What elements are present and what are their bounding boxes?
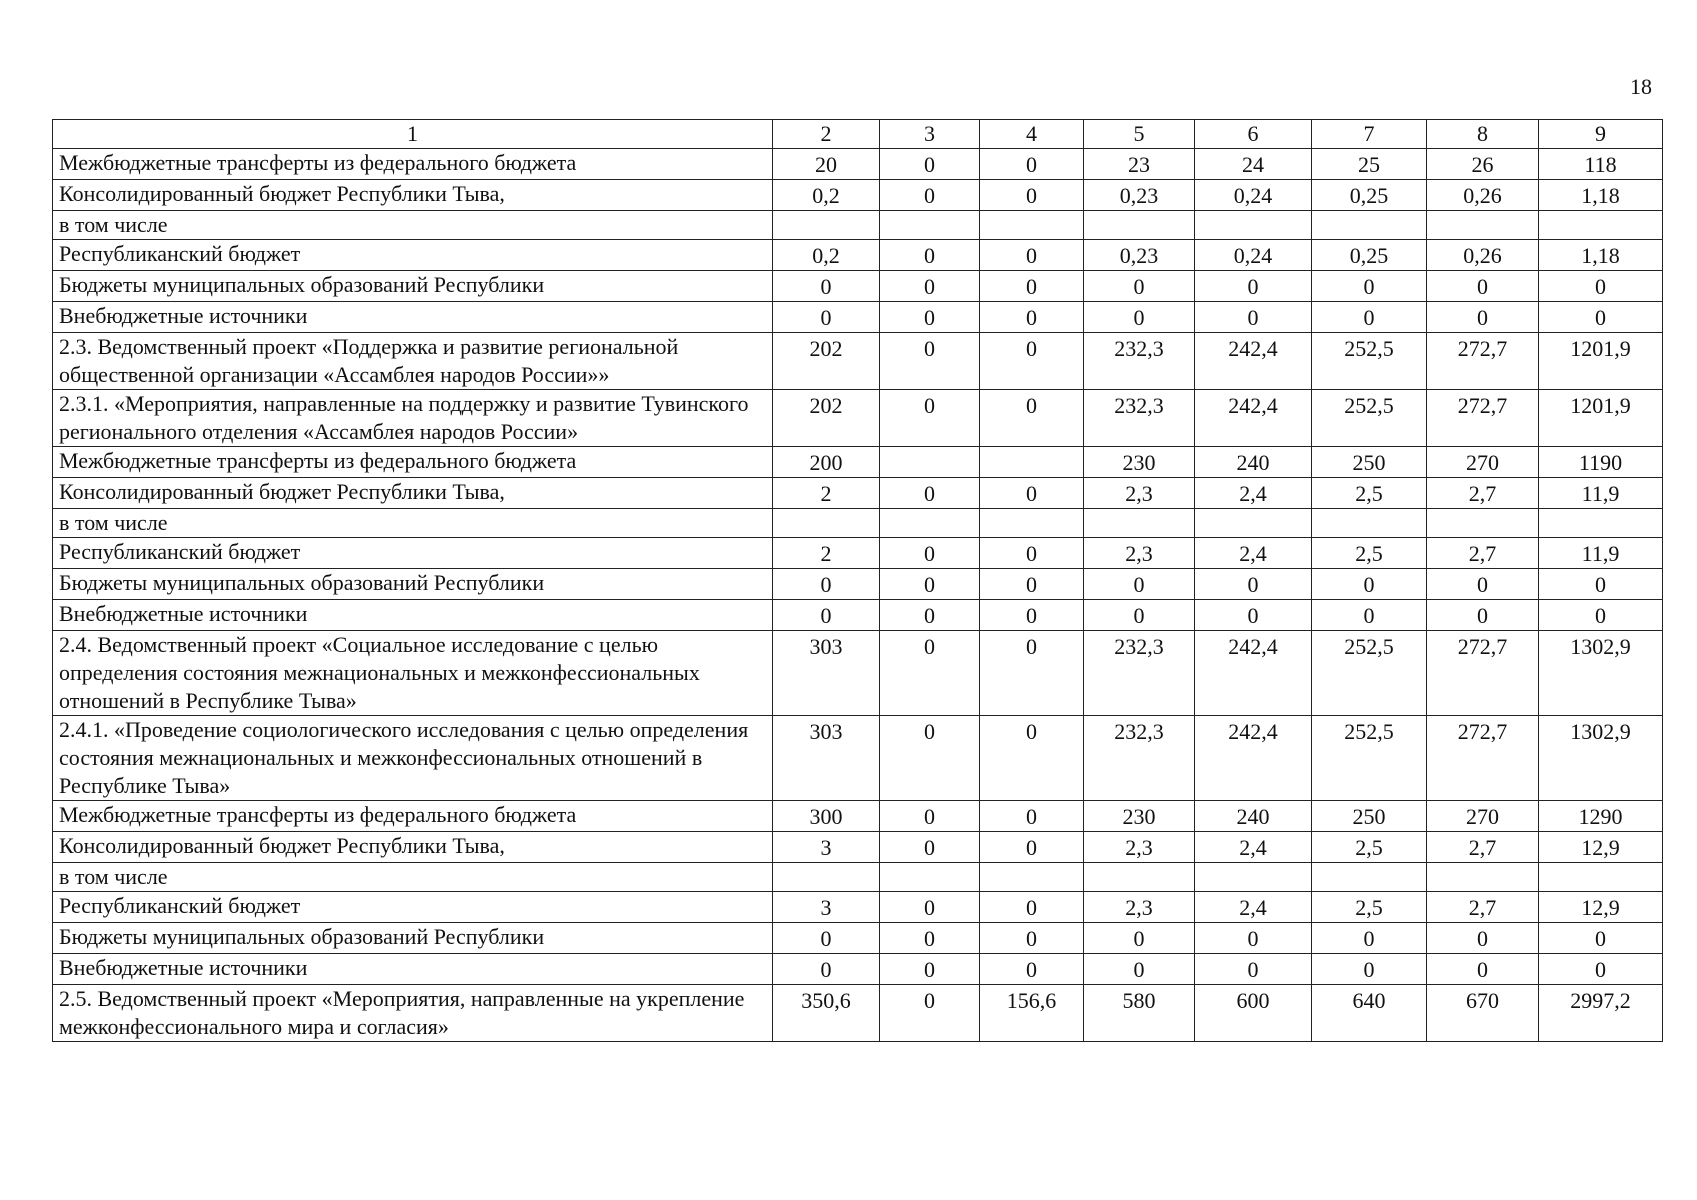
column-header: 3: [880, 120, 980, 149]
value-cell: 12,9: [1539, 892, 1663, 923]
value-cell: 0: [880, 538, 980, 569]
value-cell: 2,3: [1084, 892, 1195, 923]
value-cell: 2: [773, 478, 880, 509]
value-cell: 2: [773, 538, 880, 569]
value-cell: 24: [1195, 149, 1312, 180]
value-cell: [880, 863, 980, 892]
value-cell: 0: [980, 832, 1084, 863]
value-cell: 250: [1312, 801, 1427, 832]
value-cell: 1201,9: [1539, 333, 1663, 390]
value-cell: 272,7: [1427, 631, 1539, 716]
value-cell: 0: [880, 180, 980, 211]
value-cell: 0: [880, 954, 980, 985]
value-cell: 230: [1084, 447, 1195, 478]
table-row: [53, 600, 1663, 631]
table-row: [53, 954, 1663, 985]
value-cell: 0: [880, 892, 980, 923]
value-cell: 0: [1539, 954, 1663, 985]
value-cell: 0,23: [1084, 180, 1195, 211]
value-cell: 0,24: [1195, 240, 1312, 271]
value-cell: [1427, 211, 1539, 240]
value-cell: 0: [980, 390, 1084, 447]
value-cell: 270: [1427, 801, 1539, 832]
value-cell: 0: [880, 832, 980, 863]
value-cell: 0: [1084, 302, 1195, 333]
row-label-cell: в том числе: [53, 211, 773, 240]
value-cell: 0: [880, 333, 980, 390]
value-cell: 202: [773, 390, 880, 447]
value-cell: [1312, 863, 1427, 892]
value-cell: 350,6: [773, 985, 880, 1042]
budget-table: [52, 119, 1663, 1042]
value-cell: 2,3: [1084, 478, 1195, 509]
value-cell: 240: [1195, 447, 1312, 478]
table-row: [53, 333, 1663, 390]
table-row: [53, 478, 1663, 509]
value-cell: 0,25: [1312, 180, 1427, 211]
value-cell: 1290: [1539, 801, 1663, 832]
value-cell: 0: [773, 271, 880, 302]
value-cell: 0: [880, 271, 980, 302]
table-row: [53, 832, 1663, 863]
value-cell: 0: [880, 390, 980, 447]
value-cell: 0: [980, 180, 1084, 211]
value-cell: 0: [1312, 302, 1427, 333]
value-cell: [980, 863, 1084, 892]
table-row: [53, 985, 1663, 1042]
value-cell: 1302,9: [1539, 716, 1663, 801]
value-cell: 0: [980, 302, 1084, 333]
value-cell: 2,4: [1195, 538, 1312, 569]
value-cell: 640: [1312, 985, 1427, 1042]
value-cell: 242,4: [1195, 390, 1312, 447]
value-cell: 0,24: [1195, 180, 1312, 211]
value-cell: [1427, 863, 1539, 892]
value-cell: 0: [1195, 569, 1312, 600]
value-cell: 232,3: [1084, 716, 1195, 801]
row-label-cell: Межбюджетные трансферты из федерального бюджета: [53, 801, 773, 832]
value-cell: [1539, 863, 1663, 892]
value-cell: 0: [1312, 569, 1427, 600]
value-cell: 0: [980, 716, 1084, 801]
value-cell: 232,3: [1084, 631, 1195, 716]
value-cell: 0: [1195, 954, 1312, 985]
value-cell: 118: [1539, 149, 1663, 180]
value-cell: 0: [1195, 923, 1312, 954]
value-cell: 0: [1427, 271, 1539, 302]
value-cell: 0,2: [773, 240, 880, 271]
value-cell: 0,26: [1427, 240, 1539, 271]
table-header-row: [53, 120, 1663, 149]
value-cell: 252,5: [1312, 716, 1427, 801]
table-row: [53, 569, 1663, 600]
value-cell: [1195, 863, 1312, 892]
value-cell: 0: [773, 600, 880, 631]
value-cell: 600: [1195, 985, 1312, 1042]
row-label-cell: 2.4.1. «Проведение социологического исследования с целью определения состояния межнациональных и межконфессиональных отношений в Республике Тыва»: [53, 716, 773, 801]
value-cell: 2,5: [1312, 892, 1427, 923]
value-cell: 0: [980, 569, 1084, 600]
value-cell: 252,5: [1312, 631, 1427, 716]
value-cell: [1312, 509, 1427, 538]
value-cell: 250: [1312, 447, 1427, 478]
value-cell: [1084, 211, 1195, 240]
column-header: 8: [1427, 120, 1539, 149]
value-cell: 0: [980, 333, 1084, 390]
value-cell: 3: [773, 832, 880, 863]
value-cell: 0: [980, 923, 1084, 954]
value-cell: 26: [1427, 149, 1539, 180]
column-header: 4: [980, 120, 1084, 149]
row-label-cell: Межбюджетные трансферты из федерального бюджета: [53, 447, 773, 478]
value-cell: 0: [880, 600, 980, 631]
table-row: [53, 863, 1663, 892]
value-cell: 0,2: [773, 180, 880, 211]
value-cell: 1,18: [1539, 240, 1663, 271]
value-cell: [1195, 211, 1312, 240]
row-label-cell: Бюджеты муниципальных образований Республики: [53, 569, 773, 600]
row-label-cell: 2.4. Ведомственный проект «Социальное исследование с целью определения состояния межнациональных и межконфессиональных отношений в Республике Тыва»: [53, 631, 773, 716]
column-header: 9: [1539, 120, 1663, 149]
value-cell: 0: [980, 271, 1084, 302]
value-cell: 0: [1427, 923, 1539, 954]
value-cell: [980, 509, 1084, 538]
value-cell: 25: [1312, 149, 1427, 180]
value-cell: 2,7: [1427, 892, 1539, 923]
value-cell: 12,9: [1539, 832, 1663, 863]
value-cell: 2,3: [1084, 832, 1195, 863]
column-header: 6: [1195, 120, 1312, 149]
value-cell: 0: [1427, 600, 1539, 631]
table-row: [53, 716, 1663, 801]
value-cell: 270: [1427, 447, 1539, 478]
value-cell: 2,7: [1427, 538, 1539, 569]
value-cell: [1084, 863, 1195, 892]
value-cell: 11,9: [1539, 478, 1663, 509]
value-cell: 242,4: [1195, 631, 1312, 716]
row-label-cell: Внебюджетные источники: [53, 600, 773, 631]
value-cell: [880, 211, 980, 240]
value-cell: 0: [1084, 600, 1195, 631]
row-label-cell: 2.3.1. «Мероприятия, направленные на поддержку и развитие Тувинского регионального отделения «Ассамблея народов России»: [53, 390, 773, 447]
table-row: [53, 180, 1663, 211]
value-cell: 0: [980, 801, 1084, 832]
row-label-cell: Бюджеты муниципальных образований Республики: [53, 923, 773, 954]
value-cell: 0: [880, 985, 980, 1042]
value-cell: 0: [1195, 271, 1312, 302]
value-cell: 3: [773, 892, 880, 923]
value-cell: 0: [880, 801, 980, 832]
value-cell: 200: [773, 447, 880, 478]
value-cell: 2,5: [1312, 538, 1427, 569]
value-cell: 0: [1539, 600, 1663, 631]
value-cell: [880, 447, 980, 478]
value-cell: 0: [980, 892, 1084, 923]
value-cell: 0: [980, 954, 1084, 985]
value-cell: 0,25: [1312, 240, 1427, 271]
value-cell: 272,7: [1427, 716, 1539, 801]
row-label-cell: Внебюджетные источники: [53, 954, 773, 985]
value-cell: 0: [1084, 923, 1195, 954]
value-cell: 0,26: [1427, 180, 1539, 211]
value-cell: [1312, 211, 1427, 240]
value-cell: [1539, 509, 1663, 538]
value-cell: 156,6: [980, 985, 1084, 1042]
value-cell: 20: [773, 149, 880, 180]
row-label-cell: Республиканский бюджет: [53, 892, 773, 923]
value-cell: 2,5: [1312, 478, 1427, 509]
value-cell: 2,4: [1195, 832, 1312, 863]
column-header: 5: [1084, 120, 1195, 149]
value-cell: 0: [880, 923, 980, 954]
value-cell: 0: [880, 569, 980, 600]
value-cell: 2,5: [1312, 832, 1427, 863]
value-cell: 272,7: [1427, 333, 1539, 390]
value-cell: 0: [1195, 302, 1312, 333]
value-cell: 0: [1539, 923, 1663, 954]
value-cell: 0: [1539, 271, 1663, 302]
column-header: 1: [53, 120, 773, 149]
value-cell: 0: [1539, 569, 1663, 600]
value-cell: [773, 863, 880, 892]
value-cell: 0: [1427, 302, 1539, 333]
value-cell: 0: [1312, 600, 1427, 631]
value-cell: 2,3: [1084, 538, 1195, 569]
value-cell: 0: [1312, 923, 1427, 954]
row-label-cell: Консолидированный бюджет Республики Тыва,: [53, 478, 773, 509]
value-cell: [1084, 509, 1195, 538]
value-cell: 0: [773, 923, 880, 954]
value-cell: 303: [773, 631, 880, 716]
value-cell: 0: [1312, 271, 1427, 302]
value-cell: 670: [1427, 985, 1539, 1042]
value-cell: 242,4: [1195, 716, 1312, 801]
row-label-cell: в том числе: [53, 863, 773, 892]
table-row: [53, 923, 1663, 954]
value-cell: 0: [773, 569, 880, 600]
row-label-cell: 2.3. Ведомственный проект «Поддержка и развитие региональной общественной организации «Ассамблея народов России»»: [53, 333, 773, 390]
column-header: 7: [1312, 120, 1427, 149]
value-cell: 0: [880, 149, 980, 180]
value-cell: 303: [773, 716, 880, 801]
table-row: [53, 801, 1663, 832]
column-header: 2: [773, 120, 880, 149]
table-row: [53, 631, 1663, 716]
value-cell: 1190: [1539, 447, 1663, 478]
value-cell: 0: [880, 631, 980, 716]
value-cell: 0: [1427, 954, 1539, 985]
row-label-cell: в том числе: [53, 509, 773, 538]
value-cell: [980, 211, 1084, 240]
value-cell: 0: [980, 240, 1084, 271]
value-cell: [1427, 509, 1539, 538]
row-label-cell: Внебюджетные источники: [53, 302, 773, 333]
value-cell: 1302,9: [1539, 631, 1663, 716]
table-row: [53, 390, 1663, 447]
value-cell: 0: [980, 600, 1084, 631]
value-cell: 0: [1084, 569, 1195, 600]
value-cell: 0,23: [1084, 240, 1195, 271]
table-row: [53, 211, 1663, 240]
table-row: [53, 509, 1663, 538]
value-cell: 0: [980, 538, 1084, 569]
value-cell: 252,5: [1312, 333, 1427, 390]
value-cell: 0: [773, 302, 880, 333]
value-cell: 11,9: [1539, 538, 1663, 569]
value-cell: 242,4: [1195, 333, 1312, 390]
value-cell: 240: [1195, 801, 1312, 832]
value-cell: 2997,2: [1539, 985, 1663, 1042]
value-cell: 2,4: [1195, 892, 1312, 923]
value-cell: 0: [880, 716, 980, 801]
value-cell: 580: [1084, 985, 1195, 1042]
value-cell: [880, 509, 980, 538]
table-row: [53, 538, 1663, 569]
value-cell: [773, 211, 880, 240]
value-cell: 0: [880, 240, 980, 271]
value-cell: 272,7: [1427, 390, 1539, 447]
row-label-cell: Межбюджетные трансферты из федерального бюджета: [53, 149, 773, 180]
value-cell: 230: [1084, 801, 1195, 832]
value-cell: 0: [980, 149, 1084, 180]
value-cell: [980, 447, 1084, 478]
row-label-cell: Консолидированный бюджет Республики Тыва,: [53, 180, 773, 211]
row-label-cell: Республиканский бюджет: [53, 240, 773, 271]
value-cell: 0: [1084, 271, 1195, 302]
table-row: [53, 271, 1663, 302]
row-label-cell: 2.5. Ведомственный проект «Мероприятия, направленные на укрепление межконфессионального мира и согласия»: [53, 985, 773, 1042]
value-cell: 252,5: [1312, 390, 1427, 447]
table-row: [53, 302, 1663, 333]
row-label-cell: Бюджеты муниципальных образований Республики: [53, 271, 773, 302]
value-cell: 0: [880, 302, 980, 333]
value-cell: 1201,9: [1539, 390, 1663, 447]
table-row: [53, 447, 1663, 478]
row-label-cell: Консолидированный бюджет Республики Тыва,: [53, 832, 773, 863]
value-cell: 0: [880, 478, 980, 509]
value-cell: [773, 509, 880, 538]
value-cell: 0: [980, 631, 1084, 716]
row-label-cell: Республиканский бюджет: [53, 538, 773, 569]
value-cell: 202: [773, 333, 880, 390]
value-cell: 0: [1312, 954, 1427, 985]
page-number: 18: [1630, 74, 1652, 99]
value-cell: 0: [773, 954, 880, 985]
value-cell: 23: [1084, 149, 1195, 180]
value-cell: 2,7: [1427, 832, 1539, 863]
value-cell: 2,4: [1195, 478, 1312, 509]
table-row: [53, 892, 1663, 923]
value-cell: 0: [1195, 600, 1312, 631]
value-cell: 300: [773, 801, 880, 832]
value-cell: 232,3: [1084, 333, 1195, 390]
value-cell: 1,18: [1539, 180, 1663, 211]
table-row: [53, 240, 1663, 271]
value-cell: 0: [980, 478, 1084, 509]
value-cell: 0: [1539, 302, 1663, 333]
value-cell: 232,3: [1084, 390, 1195, 447]
value-cell: 2,7: [1427, 478, 1539, 509]
value-cell: [1539, 211, 1663, 240]
value-cell: 0: [1084, 954, 1195, 985]
value-cell: [1195, 509, 1312, 538]
table-row: [53, 149, 1663, 180]
value-cell: 0: [1427, 569, 1539, 600]
